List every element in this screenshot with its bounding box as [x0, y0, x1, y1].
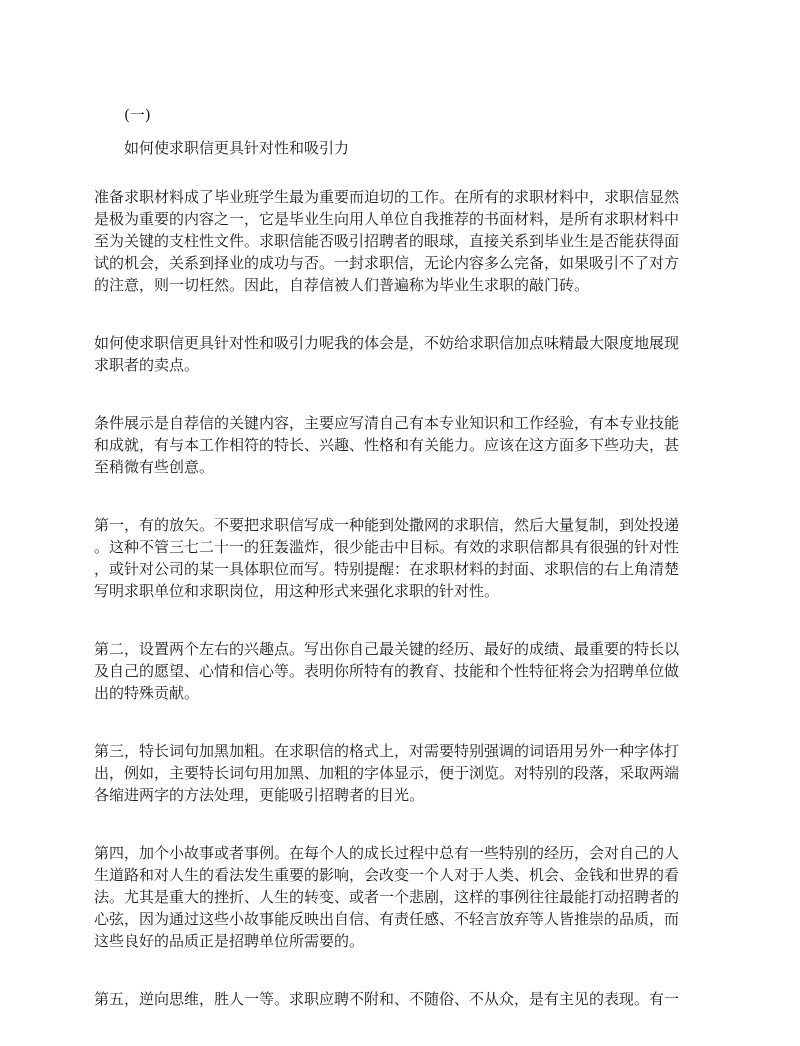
text-line: 求职者的卖点。: [94, 356, 200, 374]
section-title: 如何使求职信更具针对性和吸引力: [124, 139, 350, 157]
text-line: 的注意，则一切枉然。因此，自荐信被人们普遍称为毕业生求职的敲门砖。: [94, 276, 590, 294]
paragraph: [94, 740, 708, 806]
text-line: 准备求职材料成了毕业班学生最为重要而迫切的工作。在所有的求职材料中，求职信显然: [94, 188, 680, 206]
text-line: 生道路和对人生的看法发生重要的影响，会改变一个人对于人类、机会、金钱和世界的看: [94, 866, 680, 884]
paragraph: [94, 186, 708, 296]
text-line: 心弦，因为通过这些小故事能反映出自信、有责任感、不轻言放弃等人皆推崇的品质，而: [94, 910, 680, 928]
section-number: (一): [124, 106, 151, 124]
text-line: 第一，有的放矢。不要把求职信写成一种能到处撒网的求职信，然后大量复制，到处投递: [94, 516, 680, 534]
text-line: 第五，逆向思维，胜人一等。求职应聘不附和、不随俗、不从众，是有主见的表现。有一: [94, 990, 680, 1008]
text-line: 出的特殊贡献。: [94, 684, 200, 702]
text-line: 至为关键的支柱性文件。求职信能否吸引招聘者的眼球，直接关系到毕业生是否能获得面: [94, 232, 680, 250]
text-line: 试的机会，关系到择业的成功与否。一封求职信，无论内容多么完备，如果吸引不了对方: [94, 254, 680, 272]
body-text: [94, 186, 708, 1046]
paragraph: [94, 412, 708, 478]
text-line: 这些良好的品质正是招聘单位所需要的。: [94, 932, 365, 950]
text-line: 法。尤其是重大的挫折、人生的转变、或者一个悲剧，这样的事例往往最能打动招聘者的: [94, 888, 680, 906]
text-line: 。这种不管三七二十一的狂轰滥炸，很少能击中目标。有效的求职信都具有很强的针对性: [94, 538, 680, 556]
text-line: ，或针对公司的某一具体职位而写。特别提醒：在求职材料的封面、求职信的右上角清楚: [94, 560, 680, 578]
text-line: 第二，设置两个左右的兴趣点。写出你自己最关键的经历、最好的成绩、最重要的特长以: [94, 640, 680, 658]
paragraph: [94, 842, 708, 952]
text-line: 写明求职单位和求职岗位，用这种形式来强化求职的针对性。: [94, 582, 500, 600]
text-line: 出，例如，主要特长词句用加黑、加粗的字体显示，便于浏览。对特别的段落，采取两端: [94, 764, 680, 782]
paragraph: [94, 332, 708, 376]
text-line: 和成就，有与本工作相符的特长、兴趣、性格和有关能力。应该在这方面多下些功夫，甚: [94, 436, 680, 454]
text-line: 条件展示是自荐信的关键内容，主要应写清自己有本专业知识和工作经验，有本专业技能: [94, 414, 680, 432]
text-line: 如何使求职信更具针对性和吸引力呢我的体会是，不妨给求职信加点味精最大限度地展现: [94, 334, 680, 352]
text-line: 第四，加个小故事或者事例。在每个人的成长过程中总有一些特别的经历，会对自己的人: [94, 844, 680, 862]
text-line: 第三，特长词句加黑加粗。在求职信的格式上，对需要特别强调的词语用另外一种字体打: [94, 742, 680, 760]
text-line: 各缩进两字的方法处理，更能吸引招聘者的目光。: [94, 786, 425, 804]
text-line: 是极为重要的内容之一，它是毕业生向用人单位自我推荐的书面材料，是所有求职材料中: [94, 210, 680, 228]
paragraph: [94, 988, 708, 1010]
text-line: 及自己的愿望、心情和信心等。表明你所特有的教育、技能和个性特征将会为招聘单位做: [94, 662, 680, 680]
paragraph: [94, 638, 708, 704]
paragraph: [94, 514, 708, 602]
text-line: 至稍微有些创意。: [94, 458, 215, 476]
